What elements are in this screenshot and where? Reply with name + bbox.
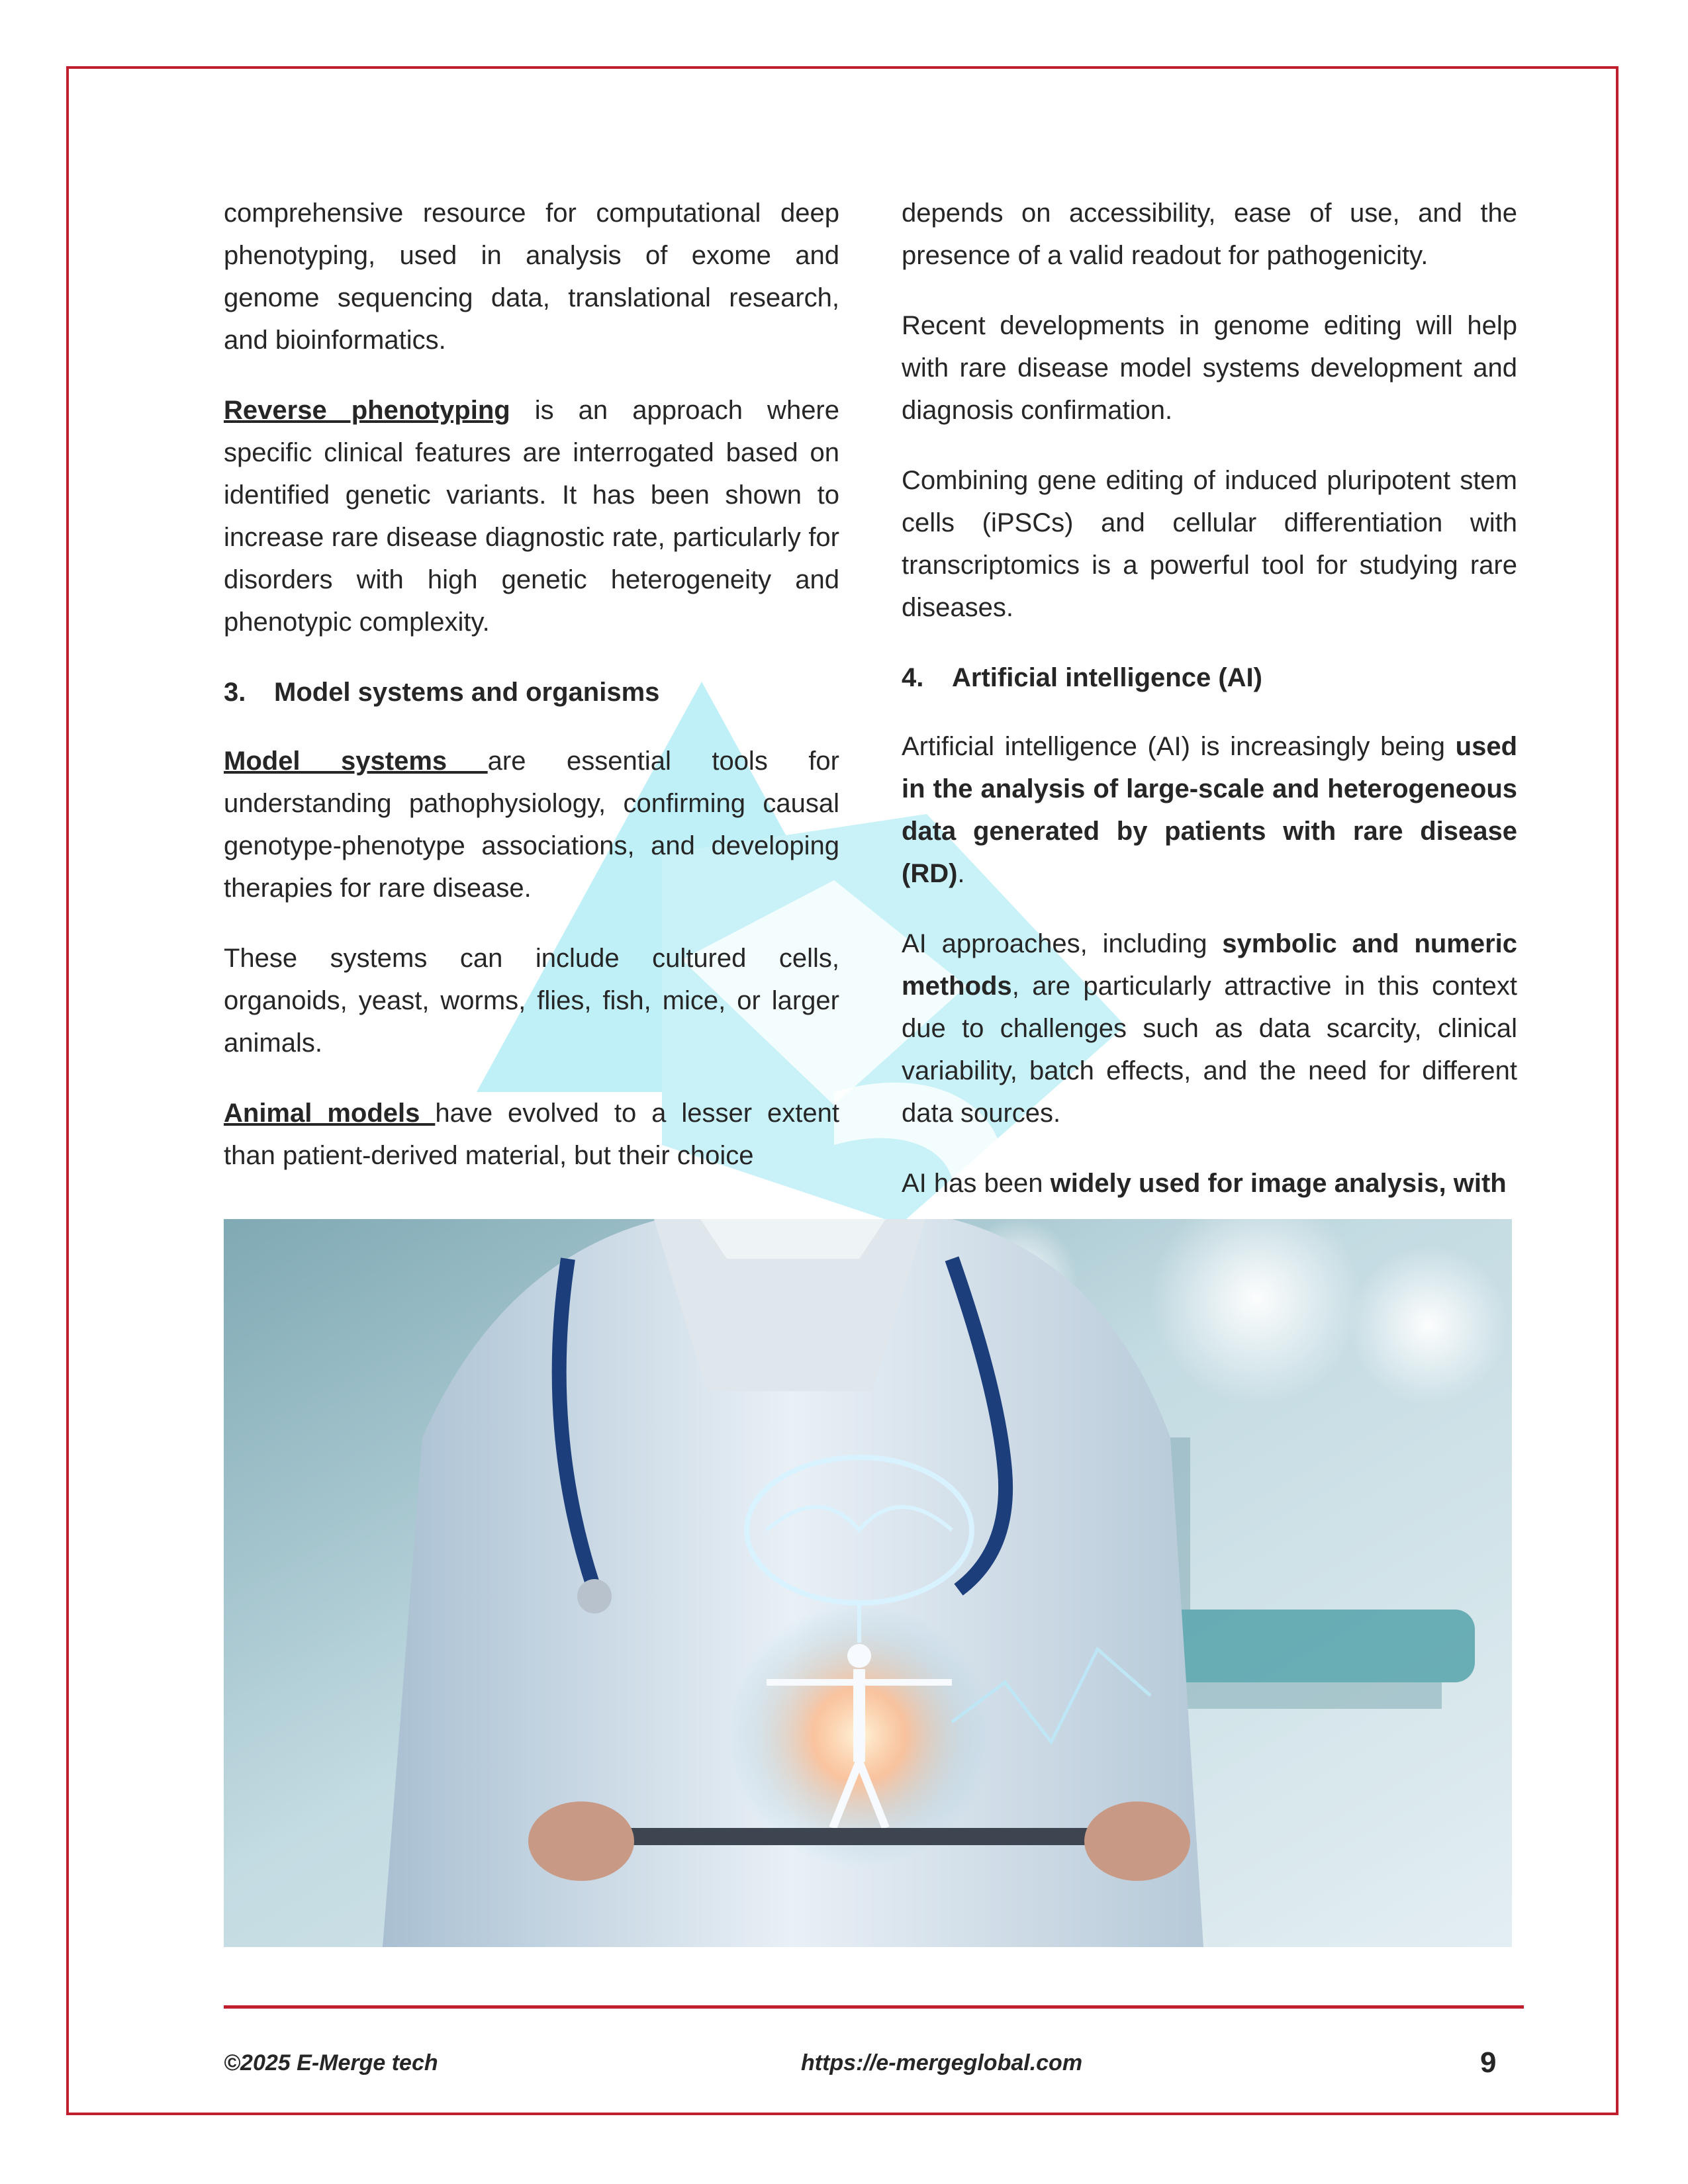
paragraph-ipsc: Combining gene editing of induced pluripotent stem cells (iPSCs) and cellular differentiation with transcriptomics is a powerful tool for studying rare diseases. (902, 466, 1517, 622)
text-ai-approaches-start: AI approaches, including (902, 929, 1223, 958)
paragraph-model-systems (224, 740, 839, 909)
bold-ai-image: widely used for image analysis, with (1050, 1169, 1507, 1198)
text-ai-intro: Artificial intelligence (AI) is increasingly being (902, 732, 1456, 761)
footer-divider (224, 2005, 1524, 2009)
bold-ai-methods: symbolic and numeric methods (902, 929, 1517, 1001)
paragraph-animal-models (224, 1092, 839, 1177)
paragraph-hpo-continuation: comprehensive resource for computational deep phenotyping, used in analysis of exome and genome sequencing data, translational research, and bioinformatics. (224, 199, 839, 355)
section-heading-4 (902, 657, 1517, 699)
page-number: 9 (1480, 2046, 1497, 2079)
bold-ai-intro: used in the analysis of large-scale and heterogeneous data generated by patients with rare disease (RD) (902, 732, 1517, 888)
text-reverse-phenotyping: is an approach where specific clinical features are interrogated based on identified genetic variants. It has been shown to increase rare disease diagnostic rate, particularly for disorders with high genetic heterogeneity and phenotypic complexity. (224, 396, 840, 637)
section-heading-3 (224, 671, 839, 713)
term-animal-models: Animal models (224, 1099, 436, 1128)
text-period: . (957, 859, 965, 888)
doctor-hologram-image (224, 1219, 1512, 1947)
section-number: 4. (902, 663, 924, 692)
text-ai-approaches-end: , are particularly attractive in this context due to challenges such as data scarcity, clinical variability, batch effects, and the need for different data sources. (902, 972, 1517, 1128)
text-ai-image-start: AI has been (902, 1169, 1051, 1198)
footer-url[interactable]: https://e-mergeglobal.com (801, 2050, 1083, 2075)
section-title: Model systems and organisms (274, 678, 660, 707)
text-animal-models: have evolved to a lesser extent than patient-derived material, but their choice (224, 1099, 840, 1170)
paragraph-ai-approaches (902, 923, 1517, 1134)
right-column (902, 192, 1517, 1232)
paragraph-ai-intro (902, 725, 1517, 895)
paragraph-ai-image-analysis (902, 1162, 1517, 1205)
paragraph-systems-include: These systems can include cultured cells, organoids, yeast, worms, flies, fish, mice, or larger animals. (224, 944, 839, 1058)
section-title: Artificial intelligence (AI) (952, 663, 1262, 692)
paragraph-choice-continuation: depends on accessibility, ease of use, and the presence of a valid readout for pathogenicity. (902, 199, 1517, 270)
paragraph-genome-editing: Recent developments in genome editing will help with rare disease model systems development and diagnosis confirmation. (902, 311, 1517, 425)
term-model-systems: Model systems (224, 747, 488, 776)
paragraph-reverse-phenotyping (224, 389, 839, 643)
photo-illustration (224, 1219, 1512, 1947)
left-column (224, 192, 839, 1205)
section-number: 3. (224, 678, 246, 707)
footer-copyright: ©2025 E-Merge tech (224, 2050, 438, 2075)
term-reverse-phenotyping: Reverse phenotyping (224, 396, 510, 425)
text-model-systems: are essential tools for understanding pathophysiology, confirming causal genotype-phenotype associations, and developing therapies for rare disease. (224, 747, 839, 903)
